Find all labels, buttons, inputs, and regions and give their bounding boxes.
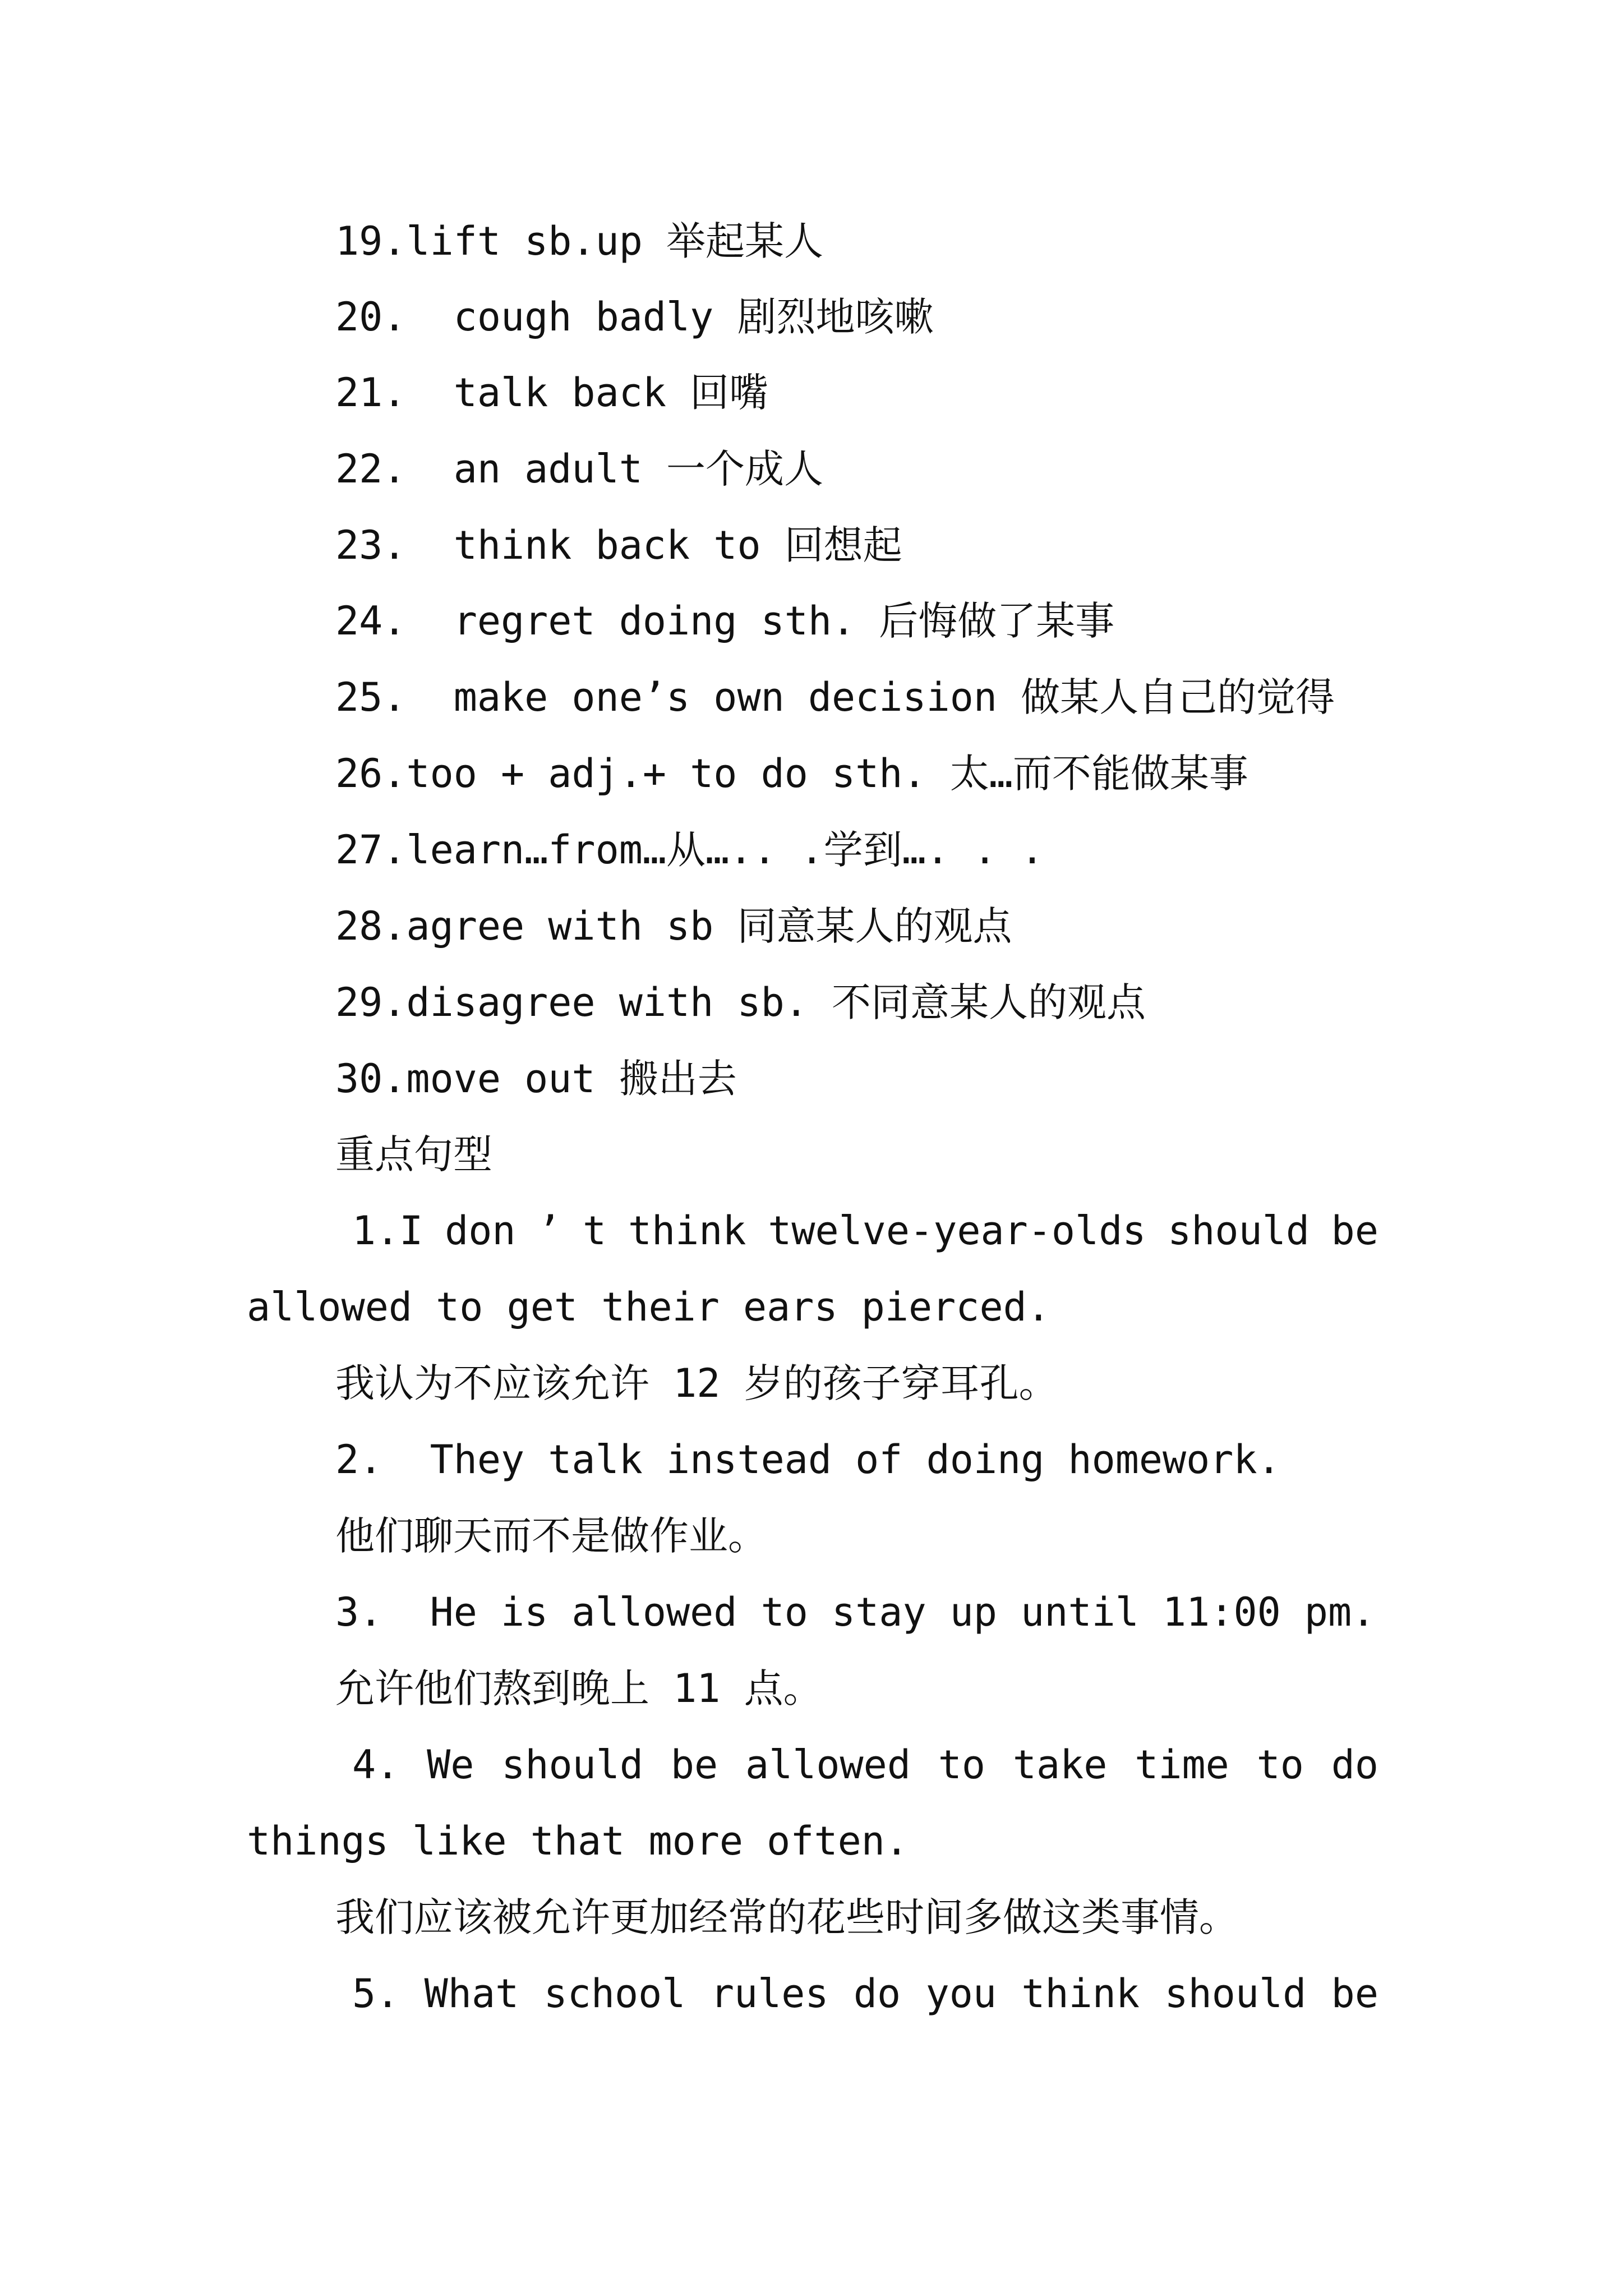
- sentence-1-translation: 我认为不应该允许 12 岁的孩子穿耳孔。: [335, 1360, 1058, 1406]
- phrase-item-28: 28.agree with sb 同意某人的观点: [335, 903, 1012, 949]
- phrase-item-30: 30.move out 搬出去: [335, 1056, 737, 1102]
- phrase-item-20: 20. cough badly 剧烈地咳嗽: [335, 294, 934, 340]
- word: twelve-year-olds: [768, 1208, 1146, 1254]
- sentence-4-translation: 我们应该被允许更加经常的花些时间多做这类事情。: [335, 1894, 1238, 1940]
- word: think: [628, 1208, 746, 1254]
- phrase-item-27: 27.learn…from…从….. .学到…. . .: [335, 827, 1044, 873]
- word: We: [427, 1742, 474, 1788]
- word: school: [543, 1971, 686, 2017]
- phrase-item-24: 24. regret doing sth. 后悔做了某事: [335, 598, 1115, 644]
- word: time: [1135, 1742, 1229, 1788]
- sentence-5-line-1: [352, 1966, 1378, 2022]
- word: do: [1331, 1742, 1378, 1788]
- sentence-1-line-2: allowed to get their ears pierced.: [247, 1284, 1050, 1330]
- word: don: [445, 1208, 516, 1254]
- word: 4.: [352, 1742, 400, 1788]
- word: do: [853, 1971, 901, 2017]
- word: to: [1256, 1742, 1304, 1788]
- sentence-2: 2. They talk instead of doing homework.: [335, 1437, 1281, 1483]
- phrase-item-19: 19.lift sb.up 举起某人: [335, 218, 824, 264]
- word: be: [1331, 1971, 1378, 2017]
- sentence-4-line-2: things like that more often.: [247, 1818, 909, 1864]
- phrase-item-26: 26.too + adj.+ to do sth. 太…而不能做某事: [335, 751, 1248, 797]
- phrase-item-23: 23. think back to 回想起: [335, 522, 902, 568]
- word: be: [670, 1742, 718, 1788]
- word: 1.I: [352, 1208, 423, 1254]
- phrase-item-25: 25. make one’s own decision 做某人自己的觉得: [335, 674, 1335, 720]
- sentence-2-translation: 他们聊天而不是做作业。: [335, 1513, 767, 1559]
- word: allowed: [745, 1742, 911, 1788]
- phrase-item-22: 22. an adult 一个成人: [335, 446, 824, 492]
- word: should: [1164, 1971, 1307, 2017]
- word: What: [424, 1971, 519, 2017]
- sentence-3: 3. He is allowed to stay up until 11:00 pm.: [335, 1589, 1376, 1635]
- word: should: [501, 1742, 644, 1788]
- word: be: [1331, 1208, 1378, 1254]
- word: t: [583, 1208, 607, 1254]
- word: ’: [537, 1208, 561, 1254]
- word: 5.: [352, 1971, 400, 2017]
- sentence-1-line-1: [352, 1203, 1378, 1259]
- phrase-item-29: 29.disagree with sb. 不同意某人的观点: [335, 979, 1146, 1025]
- section-title: 重点句型: [335, 1131, 492, 1177]
- word: rules: [710, 1971, 829, 2017]
- phrase-item-21: 21. talk back 回嘴: [335, 370, 769, 416]
- word: take: [1012, 1742, 1108, 1788]
- sentence-3-translation: 允许他们熬到晚上 11 点。: [335, 1665, 823, 1711]
- word: should: [1168, 1208, 1310, 1254]
- word: to: [938, 1742, 986, 1788]
- word: think: [1021, 1971, 1140, 2017]
- sentence-4-line-1: [352, 1737, 1378, 1793]
- word: you: [925, 1971, 997, 2017]
